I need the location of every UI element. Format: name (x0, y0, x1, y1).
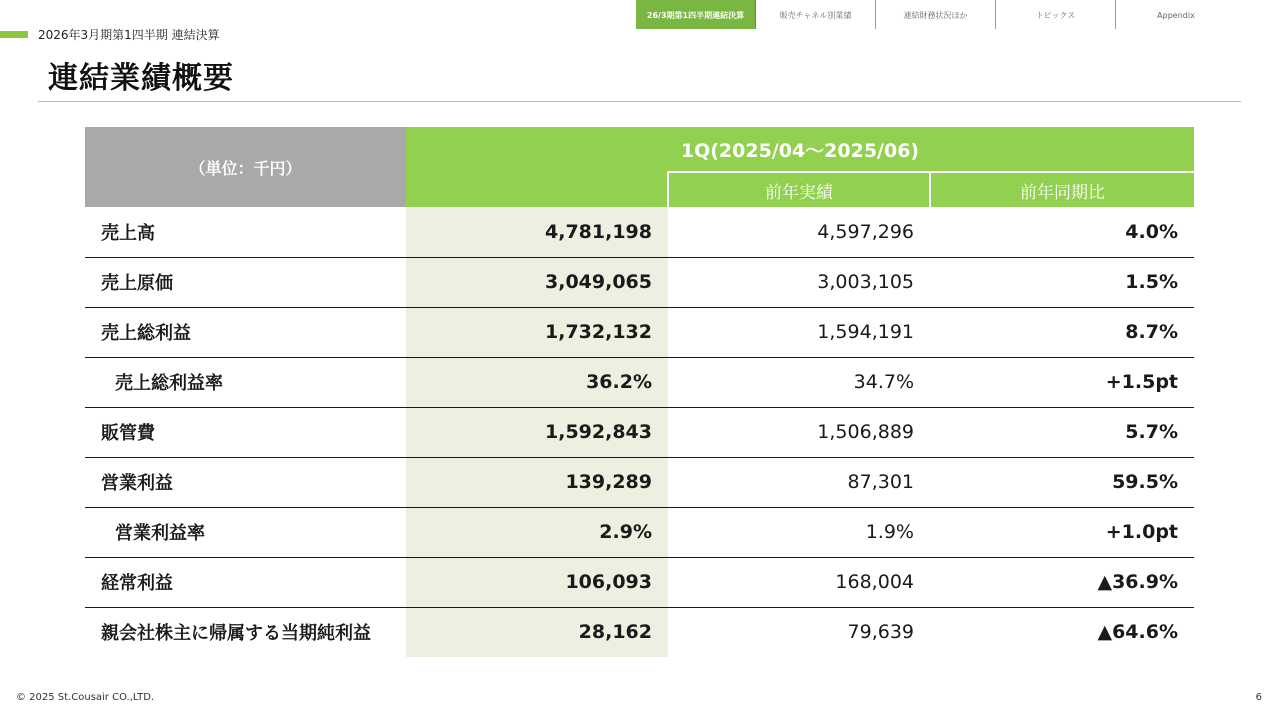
previous-value: 87,301 (668, 457, 930, 507)
tab-sales-channel[interactable]: 販売チャネル別業績 (756, 0, 876, 29)
row-label: 売上原価 (85, 257, 406, 307)
yoy-change: 1.5% (930, 257, 1194, 307)
previous-value: 1,594,191 (668, 307, 930, 357)
yoy-change: 8.7% (930, 307, 1194, 357)
current-value: 2.9% (406, 507, 668, 557)
page-title: 連結業績概要 (48, 61, 234, 96)
table-row (85, 257, 1194, 307)
row-label: 営業利益 (85, 457, 406, 507)
current-value: 139,289 (406, 457, 668, 507)
top-navigation (636, 0, 1236, 29)
current-value: 36.2% (406, 357, 668, 407)
row-label: 経常利益 (85, 557, 406, 607)
tab-q1-results[interactable]: 26/3期第1四半期連結決算 (636, 0, 756, 29)
yoy-change: 59.5% (930, 457, 1194, 507)
previous-value: 79,639 (847, 621, 914, 644)
table-row (85, 307, 1194, 357)
yoy-change: 4.0% (930, 207, 1194, 257)
yoy-change: ▲64.6% (1097, 621, 1178, 644)
previous-value: 4,597,296 (668, 207, 930, 257)
tab-appendix[interactable]: Appendix (1157, 11, 1195, 20)
current-value: 28,162 (406, 607, 668, 657)
row-label: 親会社株主に帰属する当期純利益 (101, 623, 371, 645)
current-column-header (406, 172, 668, 207)
previous-value: 168,004 (668, 557, 930, 607)
tab-topics[interactable]: トピックス (996, 0, 1116, 29)
prev-year-header: 前年実績 (668, 172, 930, 207)
page-number: 6 (1255, 692, 1262, 703)
period-header: 1Q(2025/04～2025/06) (406, 127, 1194, 172)
row-label: 売上総利益 (85, 307, 406, 357)
current-value: 3,049,065 (406, 257, 668, 307)
previous-value: 1.9% (668, 507, 930, 557)
table-row (85, 407, 1194, 457)
row-label: 販管費 (85, 407, 406, 457)
row-label: 売上総利益率 (85, 357, 406, 407)
table-row (85, 457, 1194, 507)
current-value: 106,093 (406, 557, 668, 607)
consolidated-results-table (85, 127, 1194, 657)
unit-label: （単位：千円） (85, 127, 406, 207)
previous-value: 34.7% (668, 357, 930, 407)
yoy-change: 5.7% (930, 407, 1194, 457)
yoy-change: ▲36.9% (930, 557, 1194, 607)
title-divider (38, 101, 1241, 102)
section-subtitle: 2026年3月期第1四半期 連結決算 (38, 28, 220, 42)
previous-value: 1,506,889 (668, 407, 930, 457)
table-row (85, 357, 1194, 407)
current-value: 1,732,132 (406, 307, 668, 357)
current-value: 4,781,198 (406, 207, 668, 257)
yoy-change: +1.0pt (930, 507, 1194, 557)
row-label: 営業利益率 (85, 507, 406, 557)
accent-bar (0, 31, 28, 38)
table-row (85, 207, 1194, 257)
yoy-change: +1.5pt (930, 357, 1194, 407)
previous-value: 3,003,105 (668, 257, 930, 307)
current-value: 1,592,843 (406, 407, 668, 457)
row-label: 売上高 (85, 207, 406, 257)
yoy-header: 前年同期比 (930, 172, 1194, 207)
table-row (85, 507, 1194, 557)
table-row (85, 607, 1194, 657)
tab-financial-position[interactable]: 連結財務状況ほか (876, 0, 996, 29)
table-row (85, 557, 1194, 607)
copyright: © 2025 St.Cousair CO.,LTD. (16, 692, 155, 703)
